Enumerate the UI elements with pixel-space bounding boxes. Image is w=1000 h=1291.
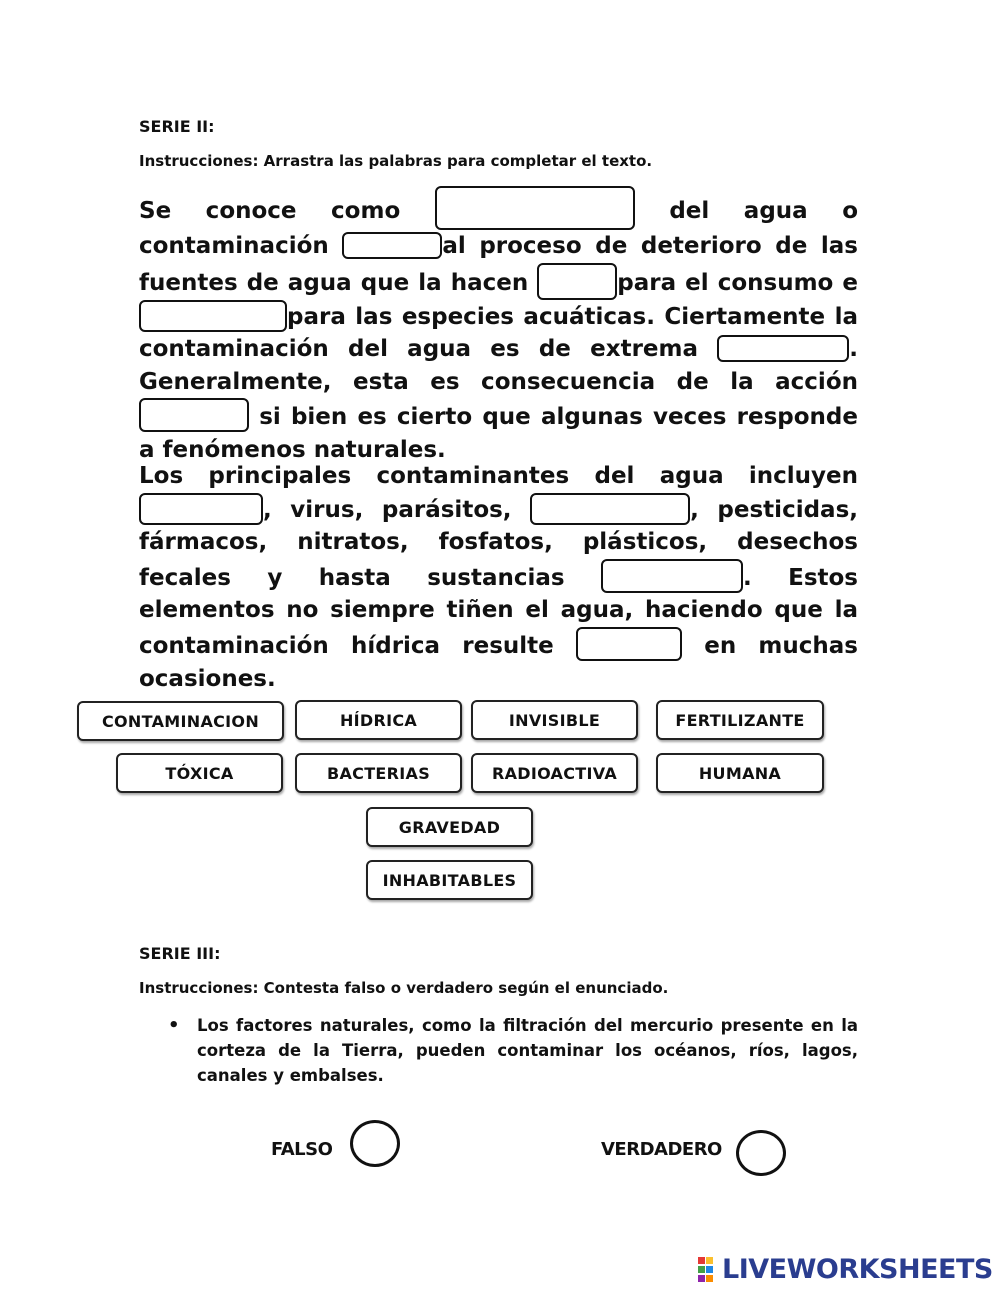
word-chip-invisible[interactable]: INVISIBLE xyxy=(471,700,638,740)
word-chip-humana[interactable]: HUMANA xyxy=(656,753,824,793)
drop-blank-6[interactable] xyxy=(139,398,249,432)
option-true-circle[interactable] xyxy=(736,1130,786,1176)
word-chip-bacterias[interactable]: BACTERIAS xyxy=(295,753,462,793)
serie-3-statement: Los factores naturales, como la filtración del mercurio presente en la corteza de la Tierra, pueden contaminar los océanos, ríos, lagos, canales y embalses. xyxy=(197,1016,858,1085)
serie-2-title: SERIE II: xyxy=(139,117,215,136)
word-chip-hidrica[interactable]: HÍDRICA xyxy=(295,700,462,740)
drop-blank-4[interactable] xyxy=(139,300,287,332)
drop-blank-9[interactable] xyxy=(601,559,743,593)
paragraph-2 xyxy=(139,460,858,695)
paragraph-2-text-5: en muchas ocasiones. xyxy=(139,632,858,692)
word-chip-fertilizante[interactable]: FERTILIZANTE xyxy=(656,700,824,740)
serie-2-instructions: Instrucciones: Arrastra las palabras para completar el texto. xyxy=(139,152,653,170)
paragraph-1-text-6: . Generalmente, esta es consecuencia de la acción xyxy=(139,336,858,395)
bullet-icon: • xyxy=(168,1015,180,1036)
paragraph-2-text-2: , virus, parásitos, xyxy=(263,496,512,523)
paragraph-1-text-5: para las especies acuáticas. Ciertamente la contaminación del agua es de extrema xyxy=(139,303,858,363)
paragraph-2-text-4: . Estos elementos no siempre tiñen el agua, haciendo que la contaminación hídrica resulte xyxy=(139,564,859,659)
drop-blank-3[interactable] xyxy=(537,263,617,300)
drop-blank-8[interactable] xyxy=(530,493,690,525)
word-chip-toxica[interactable]: TÓXICA xyxy=(116,753,283,793)
word-chip-gravedad[interactable]: GRAVEDAD xyxy=(366,807,533,847)
option-false-circle[interactable] xyxy=(350,1120,400,1167)
liveworksheets-logo-icon xyxy=(698,1257,722,1283)
liveworksheets-brand-name: LIVEWORKSHEETS xyxy=(722,1254,993,1285)
paragraph-1-text-4: para el consumo e xyxy=(617,269,858,296)
drop-blank-5[interactable] xyxy=(717,335,849,362)
serie-3-instructions: Instrucciones: Contesta falso o verdadero según el enunciado. xyxy=(139,979,669,997)
paragraph-1-text-7: si bien es cierto que algunas veces responde a fenómenos naturales. xyxy=(139,404,858,463)
liveworksheets-logo[interactable] xyxy=(698,1254,993,1285)
option-true-label: VERDADERO xyxy=(601,1139,722,1160)
drop-blank-1[interactable] xyxy=(435,186,635,230)
paragraph-1 xyxy=(139,186,858,467)
serie-3-title: SERIE III: xyxy=(139,944,221,963)
paragraph-1-text-1: Se conoce como xyxy=(139,198,401,224)
drop-blank-2[interactable] xyxy=(342,232,442,259)
word-chip-contaminacion[interactable]: CONTAMINACION xyxy=(77,701,284,741)
drop-blank-7[interactable] xyxy=(139,493,263,525)
word-chip-inhabitables[interactable]: INHABITABLES xyxy=(366,860,533,900)
paragraph-2-text-1: Los principales contaminantes del agua incluyen xyxy=(139,463,858,489)
paragraph-1-text-2: del agua o contaminación xyxy=(139,198,858,259)
option-false-label: FALSO xyxy=(271,1139,333,1160)
word-chip-radioactiva[interactable]: RADIOACTIVA xyxy=(471,753,638,793)
drop-blank-10[interactable] xyxy=(576,627,682,661)
paragraph-2-text-3: , pesticidas, fármacos, nitratos, fosfatos, plásticos, desechos fecales y hasta sustancias xyxy=(139,496,858,591)
paragraph-1-text-3: al proceso de deterioro de las fuentes de agua que la hacen xyxy=(139,233,858,296)
